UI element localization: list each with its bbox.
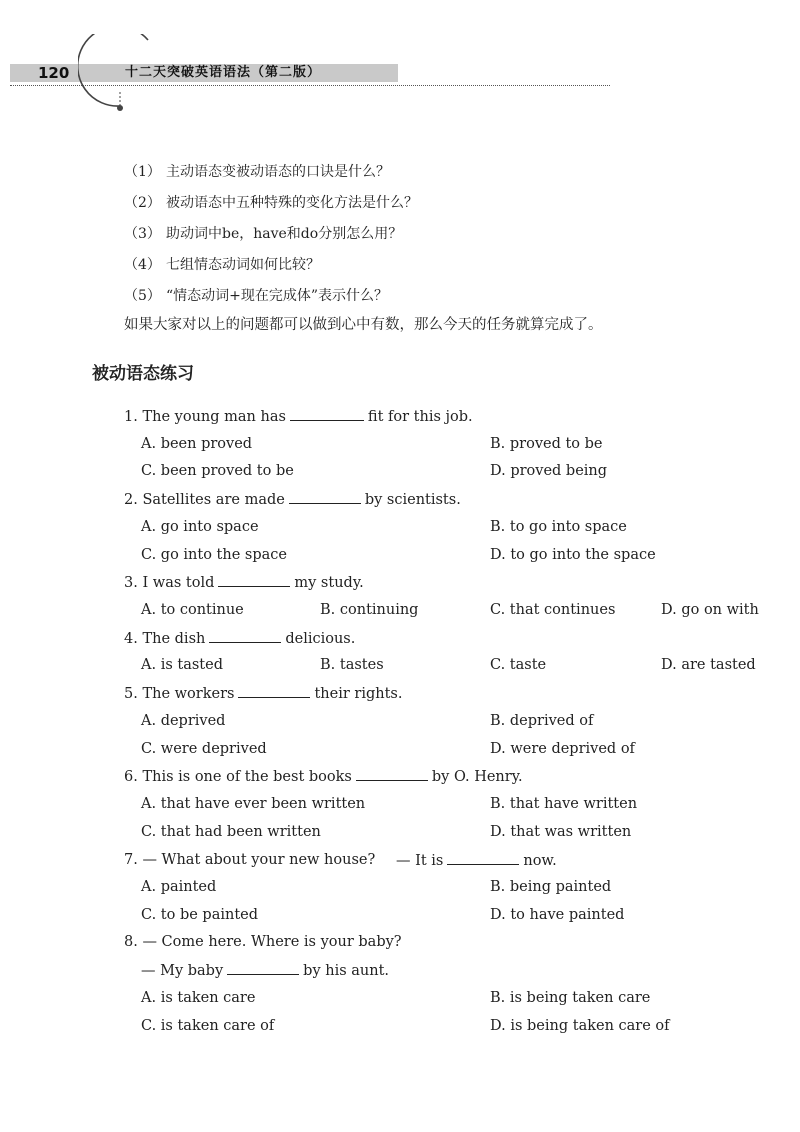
answer-blank (218, 572, 290, 587)
option-c: C. taste (490, 657, 547, 673)
answer-blank (290, 406, 364, 421)
answer-blank (238, 683, 310, 698)
review-question (124, 253, 418, 284)
option-a: A. painted (141, 879, 217, 895)
exercise-stem-continued: — It is now. (396, 850, 557, 871)
option-d: D. is being taken care of (490, 1018, 670, 1034)
question-text: 被动语态中五种特殊的变化方法是什么？ (166, 195, 418, 211)
review-question (124, 191, 418, 222)
option-a: A. go into space (141, 519, 259, 535)
answer-blank (289, 489, 361, 504)
option-b: B. deprived of (490, 713, 594, 729)
question-text: 主动语态变被动语态的口诀是什么？ (166, 164, 390, 180)
section-title: 被动语态练习 (92, 364, 194, 384)
question-text: “情态动词+现在完成体”表示什么？ (166, 288, 389, 304)
option-d: D. were deprived of (490, 741, 635, 757)
review-question (124, 160, 418, 191)
option-c: C. go into the space (141, 547, 287, 563)
answer-blank (447, 850, 519, 865)
option-d: D. are tasted (661, 657, 756, 673)
option-a: A. to continue (141, 602, 244, 618)
exercise-stem: 6. This is one of the best books by O. Henry. (124, 766, 523, 787)
option-c: C. were deprived (141, 741, 267, 757)
question-number: （1） (124, 164, 161, 180)
page-number: 120 (38, 64, 70, 82)
exercise-stem-continued: — My baby by his aunt. (141, 960, 389, 981)
option-b: B. is being taken care (490, 990, 651, 1006)
option-a: A. is taken care (141, 990, 256, 1006)
option-c: C. is taken care of (141, 1018, 275, 1034)
option-a: A. that have ever been written (141, 796, 366, 812)
option-c: C. been proved to be (141, 463, 294, 479)
option-d: D. go on with (661, 602, 759, 618)
option-a: A. is tasted (141, 657, 223, 673)
question-number: （3） (124, 226, 161, 242)
answer-blank (227, 960, 299, 975)
review-question (124, 284, 418, 315)
exercise-stem: 5. The workers their rights. (124, 683, 402, 704)
option-b: B. continuing (320, 602, 419, 618)
option-d: D. to have painted (490, 907, 625, 923)
exercise-stem: 4. The dish delicious. (124, 628, 355, 649)
option-b: B. to go into space (490, 519, 627, 535)
option-c: C. that continues (490, 602, 616, 618)
option-d: D. to go into the space (490, 547, 656, 563)
header-divider (10, 85, 610, 86)
review-question (124, 222, 418, 253)
option-a: A. been proved (141, 436, 253, 452)
option-d: D. proved being (490, 463, 608, 479)
option-d: D. that was written (490, 824, 632, 840)
question-number: （2） (124, 195, 161, 211)
question-number: （4） (124, 257, 161, 273)
question-text: 七组情态动词如何比较？ (166, 257, 320, 273)
option-a: A. deprived (141, 713, 226, 729)
question-number: （5） (124, 288, 161, 304)
exercise-stem: 7. — What about your new house? (124, 852, 376, 868)
option-b: B. proved to be (490, 436, 603, 452)
option-c: C. that had been written (141, 824, 321, 840)
exercise-stem: 1. The young man has fit for this job. (124, 406, 473, 427)
exercise-stem: 8. — Come here. Where is your baby? (124, 934, 402, 950)
exercise-stem: 3. I was told my study. (124, 572, 364, 593)
answer-blank (209, 628, 281, 643)
summary-paragraph: 如果大家对以上的问题都可以做到心中有数，那么今天的任务就算完成了。 (124, 317, 603, 333)
book-title: 十二天突破英语语法（第二版） (125, 65, 322, 80)
question-text: 助动词中be，have和do分别怎么用？ (166, 226, 403, 242)
answer-blank (356, 766, 428, 781)
review-question-list (124, 160, 418, 315)
option-c: C. to be painted (141, 907, 259, 923)
option-b: B. being painted (490, 879, 612, 895)
exercise-stem: 2. Satellites are made by scientists. (124, 489, 461, 510)
option-b: B. tastes (320, 657, 384, 673)
option-b: B. that have written (490, 796, 638, 812)
